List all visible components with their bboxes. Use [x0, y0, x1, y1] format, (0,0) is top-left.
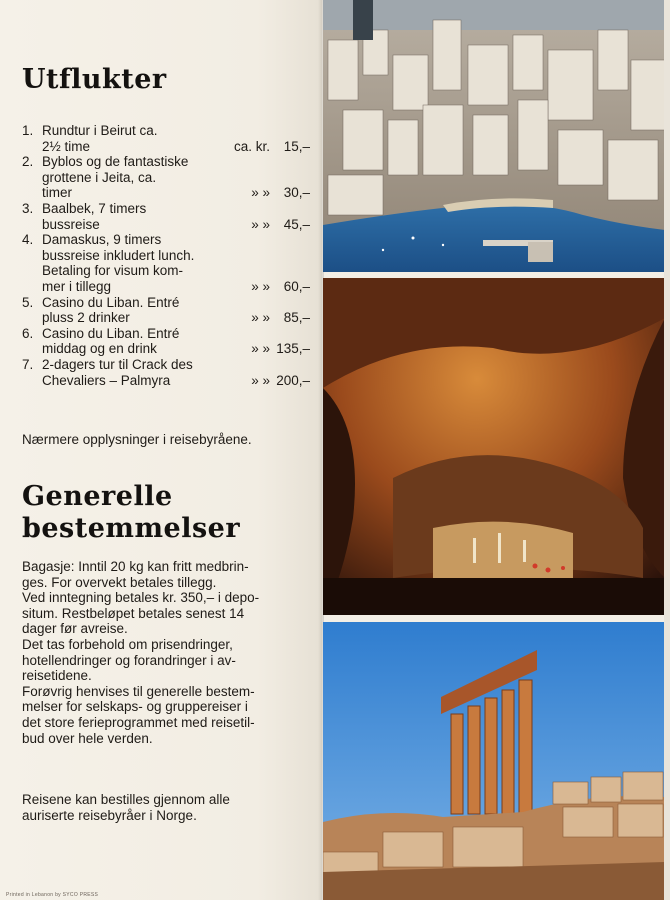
excursion-number: 7. [22, 356, 34, 372]
excursion-price: » » 60,– [251, 278, 310, 294]
text-line: auriserte reisebyråer i Norge. [22, 807, 197, 823]
text-line: Bagasje: Inntil 20 kg kan fritt medbrin- [22, 559, 249, 574]
excursion-number: 5. [22, 294, 34, 310]
excursion-list [22, 123, 314, 388]
page-edge [664, 0, 670, 900]
text-line: reisetidene. [22, 668, 92, 684]
text-line: Det tas forbehold om prisendringer, [22, 636, 233, 652]
excursion-description: Casino du Liban. Entré pluss 2 drinker [42, 294, 180, 326]
text-line: Reisene kan bestilles gjennom alle [22, 792, 230, 807]
excursion-item [22, 123, 314, 154]
excursion-price: » » 85,– [251, 310, 310, 326]
printer-imprint: Printed in Lebanon by SYCO PRESS [6, 892, 99, 898]
excursion-description: Byblos og de fantastiske grottene i Jeita, ca. timer [42, 154, 189, 201]
excursion-price: » » 45,– [251, 216, 310, 232]
booking-paragraph [22, 792, 317, 823]
excursion-price: ca. kr. 15,– [233, 138, 310, 154]
excursion-description: Rundtur i Beirut ca. 2½ time [42, 123, 158, 154]
excursions-heading: Utflukter [22, 64, 167, 95]
excursion-price: » » 135,– [251, 341, 310, 357]
text-line: det store ferieprogrammet med reisetil- [22, 714, 255, 730]
excursion-item [22, 295, 314, 326]
excursion-number: 2. [22, 154, 34, 170]
excursion-description: Casino du Liban. Entré middag og en drink [42, 325, 180, 357]
excursion-item [22, 232, 314, 294]
jeita-grotto-photo [323, 278, 665, 615]
excursions-note: Nærmere opplysninger i reisebyråene. [22, 432, 252, 447]
excursion-description: 2-dagers tur til Crack des Chevaliers – Palmyra [42, 356, 193, 388]
excursion-price: » » 30,– [251, 185, 310, 201]
excursion-description: Damaskus, 9 timers bussreise inkludert lunch. Betaling for visum kom- mer i tillegg [42, 232, 195, 294]
text-line: hotellendringer og forandringer i av- [22, 652, 236, 668]
excursion-item [22, 154, 314, 201]
general-terms-paragraph [22, 559, 317, 746]
text-line: melser for selskaps- og gruppereiser i [22, 699, 248, 715]
text-line: bud over hele verden. [22, 730, 153, 746]
excursion-number: 6. [22, 325, 34, 341]
general-heading-line2: bestemmelser [22, 513, 241, 544]
text-line: dager før avreise. [22, 621, 128, 637]
excursion-number: 1. [22, 123, 34, 138]
excursion-number: 4. [22, 232, 34, 248]
text-line: Forøvrig henvises til generelle bestem- [22, 683, 255, 699]
excursion-number: 3. [22, 200, 34, 216]
text-column [0, 0, 322, 900]
beirut-coast-photo [323, 0, 665, 272]
text-line: Ved inntegning betales kr. 350,– i depo- [22, 590, 260, 606]
excursion-item [22, 201, 314, 232]
general-heading-line1: Generelle [22, 481, 173, 512]
excursion-price: » » 200,– [251, 372, 310, 388]
excursion-item [22, 326, 314, 357]
text-line: ges. For overvekt betales tillegg. [22, 574, 217, 590]
text-line: situm. Restbeløpet betales senest 14 [22, 605, 245, 621]
baalbek-temple-photo [323, 622, 665, 900]
excursion-description: Baalbek, 7 timers bussreise [42, 200, 147, 232]
excursion-item [22, 357, 314, 388]
